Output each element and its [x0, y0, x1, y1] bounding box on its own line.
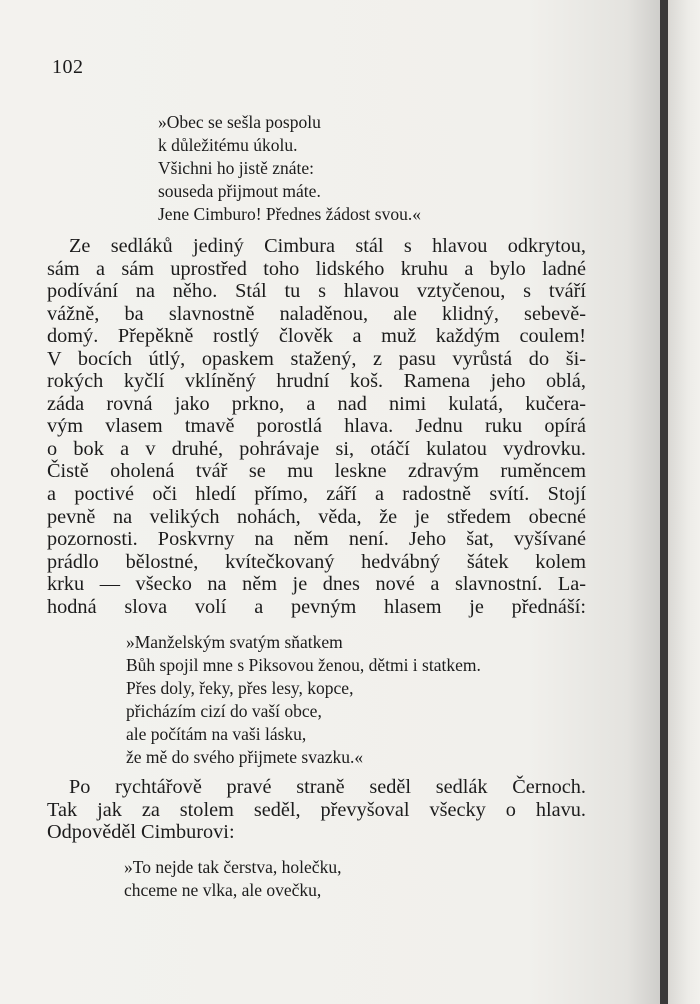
verse-block-3: [124, 856, 341, 902]
verse-line: ale počítám na vaši lásku,: [126, 724, 307, 744]
paragraph-line: a poctivé oči hledí přímo, září a radostně svítí. Stojí: [47, 483, 586, 506]
verse-line: Jene Cimburo! Přednes žádost svou.«: [158, 204, 421, 224]
verse-line: souseda přijmout máte.: [158, 181, 321, 201]
paragraph-line: prádlo bělostné, kvítečkovaný hedvábný šátek kolem: [47, 550, 586, 573]
paragraph-line: Po rychtářově pravé straně seděl sedlák Černoch.: [69, 776, 586, 798]
paragraph-line: Ze sedláků jediný Cimbura stál s hlavou odkrytou,: [69, 235, 586, 257]
paragraph-line: Tak jak za stolem seděl, převyšoval všecky o hlavu.: [47, 798, 586, 821]
paragraph-2: [47, 776, 586, 844]
next-page-edge: [668, 0, 700, 1004]
paragraph-line: domý. Přepěkně rostlý člověk a muž každým coulem!: [47, 325, 586, 348]
verse-block-2: [126, 631, 481, 769]
page-number: 102: [52, 56, 84, 78]
paragraph-line: rokých kyčlí vklíněný hrudní koš. Ramena jeho oblá,: [47, 370, 586, 393]
verse-line: »To nejde tak čerstva, holečku,: [124, 857, 342, 877]
paragraph-line: krku — všecko na něm je dnes nové a slavnostní. La-: [47, 573, 586, 596]
paragraph-line: záda rovná jako prkno, a nad nimi kulatá, kučera-: [47, 392, 586, 415]
verse-line: Přes doly, řeky, přes lesy, kopce,: [126, 678, 354, 698]
verse-block-1: [158, 111, 421, 226]
paragraph-line: hodná slova volí a pevným hlasem je přednáší:: [47, 595, 586, 618]
paragraph-1: [47, 235, 586, 618]
paragraph-line: sám a sám uprostřed toho lidského kruhu a bylo ladné: [47, 257, 586, 280]
verse-line: k důležitému úkolu.: [158, 135, 298, 155]
paragraph-line: podívání na něho. Stál tu s hlavou vztyčenou, s tváří: [47, 280, 586, 303]
paragraph-line: Čistě oholená tvář se mu leskne zdravým ruměncem: [47, 460, 586, 483]
paragraph-line: pozornosti. Poskvrny na něm není. Jeho šat, vyšívané: [47, 528, 586, 551]
verse-line: přicházím cizí do vaší obce,: [126, 701, 322, 721]
book-gutter: [660, 0, 668, 1004]
verse-line: chceme ne vlka, ale ovečku,: [124, 880, 322, 900]
paragraph-line: vážně, ba slavnostně naladěnou, ale klidný, sebevě-: [47, 302, 586, 325]
paragraph-line: Odpověděl Cimburovi:: [47, 821, 235, 844]
paragraph-line: pevně na velikých nohách, věda, že je středem obecné: [47, 505, 586, 528]
paragraph-line: vým vlasem tmavě porostlá hlava. Jednu ruku opírá: [47, 415, 586, 438]
paragraph-line: V bocích útlý, opaskem stažený, z pasu vyrůstá do ši-: [47, 347, 586, 370]
verse-line: Všichni ho jistě znáte:: [158, 158, 315, 178]
paragraph-line: o bok a v druhé, pohrávaje si, otáčí kulatou vydrovku.: [47, 437, 586, 460]
verse-line: že mě do svého přijmete svazku.«: [126, 747, 364, 767]
verse-line: Bůh spojil mne s Piksovou ženou, dětmi i statkem.: [126, 655, 481, 675]
verse-line: »Manželským svatým sňatkem: [126, 632, 343, 652]
verse-line: »Obec se sešla pospolu: [158, 112, 321, 132]
